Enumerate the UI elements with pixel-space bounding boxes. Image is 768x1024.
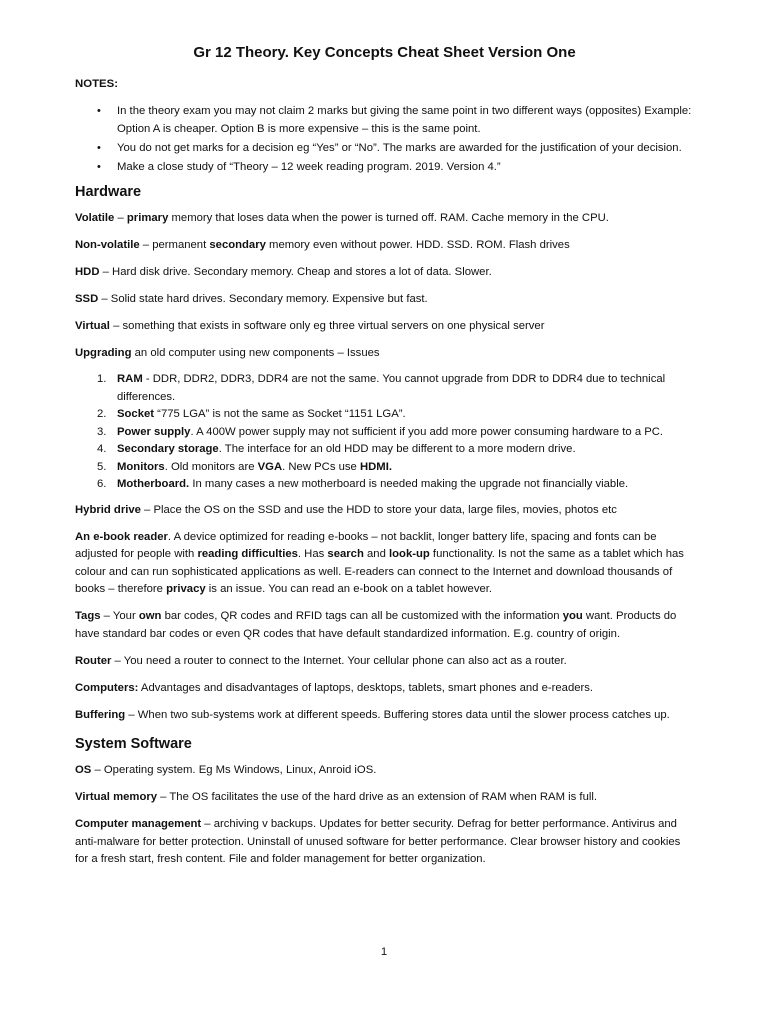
ebook-bold-5: privacy: [166, 583, 206, 595]
upgrading-term: Upgrading: [75, 347, 132, 359]
router-term: Router: [75, 654, 112, 667]
os-text: – Operating system. Eg Ms Windows, Linux, Anroid iOS.: [91, 764, 377, 776]
upgrade-issue-item: [97, 371, 694, 406]
tags-term: Tags: [75, 610, 101, 622]
nonvolatile-text-2: memory even without power. HDD. SSD. ROM. Flash drives: [265, 239, 570, 251]
tags-bold-2: own: [138, 610, 162, 622]
upgrade-issue-item: [97, 459, 694, 477]
nonvolatile-secondary: secondary: [209, 239, 266, 251]
page-title: Gr 12 Theory. Key Concepts Cheat Sheet Version One: [193, 44, 576, 61]
page-number: 1: [380, 946, 388, 958]
os-term: OS: [75, 764, 92, 776]
hardware-heading: Hardware: [75, 184, 142, 200]
upgrade-issue-term: RAM: [117, 373, 143, 385]
volatile-paragraph: [75, 210, 694, 228]
hybrid-text: – Place the OS on the SSD and use the HDD to store your data, large files, movies, photos etc: [140, 503, 617, 516]
upgrade-issue-term: Power supply: [117, 425, 191, 438]
upgrade-issue-item: [97, 424, 694, 442]
os-paragraph: [75, 762, 694, 780]
upgrade-issue-term: Motherboard.: [117, 478, 190, 490]
hybrid-paragraph: [75, 502, 694, 520]
note-item: • In the theory exam you may not claim 2 marks but giving the same point in two different ways (opposites) Example: Option A is cheaper. Option B is more expensive – this is the same point.: [117, 102, 694, 138]
computers-term: Computers:: [75, 681, 139, 694]
hdd-paragraph: [75, 264, 694, 282]
list-number: 3.: [97, 425, 107, 438]
volatile-text-2: memory that loses data when the power is turned off. RAM. Cache memory in the CPU.: [168, 212, 609, 224]
ssd-paragraph: [75, 291, 694, 309]
ebook-term: An e-book reader: [75, 530, 168, 543]
notes-list: [75, 102, 694, 176]
upgrade-issue-term: Monitors: [117, 460, 165, 473]
upgrading-text: an old computer using new components – Issues: [131, 347, 380, 359]
ebook-bold-4: look-up: [389, 548, 430, 560]
buffering-paragraph: [75, 707, 694, 725]
ebook-text-2: . Has: [297, 548, 328, 560]
hdd-text: – Hard disk drive. Secondary memory. Cheap and stores a lot of data. Slower.: [99, 266, 492, 278]
computers-paragraph: [75, 680, 694, 698]
router-text: – You need a router to connect to the Internet. Your cellular phone can also act as a router.: [111, 654, 567, 667]
ssd-term: SSD: [75, 293, 99, 305]
list-number: 5.: [97, 460, 107, 473]
tags-text-2: bar codes, QR codes and RFID tags can all be customized with the information: [161, 610, 563, 622]
tags-paragraph: [75, 608, 694, 643]
hybrid-term: Hybrid drive: [75, 503, 141, 516]
computer-management-term: Computer management: [75, 818, 202, 830]
ebook-text-4: functionality. Is not the same as a tablet which has colour and can run sophisticated applications as well. E-readers can connect to the Internet and download thousands of books – therefore: [75, 548, 684, 595]
ebook-text-3: and: [363, 548, 389, 560]
upgrade-issue-item: [97, 406, 694, 424]
notes-label: NOTES:: [75, 78, 119, 90]
system-software-heading: System Software: [75, 736, 192, 752]
list-number: 1.: [97, 373, 107, 385]
virtual-memory-text: – The OS facilitates the use of the hard drive as an extension of RAM when RAM is full.: [157, 791, 598, 803]
volatile-primary: primary: [126, 212, 169, 224]
upgrade-issue-text: . A 400W power supply may not sufficient if you add more power consuming hardware to a PC.: [190, 425, 664, 438]
tags-text: – Your: [100, 610, 139, 622]
virtual-memory-paragraph: [75, 789, 694, 807]
volatile-term: Volatile: [75, 212, 115, 224]
computer-management-text: – archiving v backups. Updates for better security. Defrag for better performance. Antivirus and anti-malware for better protection. Uninstall of unused software for better performance. Clear browser history and cookies for a fresh start, fresh content. File and folder management for better organization.: [75, 818, 681, 865]
upgrading-paragraph: [75, 345, 694, 363]
list-number: 6.: [97, 478, 107, 490]
upgrade-issue-term: Socket: [117, 408, 155, 420]
tags-text-3: want. Products do have standard bar codes or even QR codes that have default standardized information. E.g. country of origin.: [75, 610, 677, 640]
upgrade-issue-bold: VGA: [257, 460, 283, 473]
virtual-paragraph: [75, 318, 694, 336]
nonvolatile-paragraph: [75, 237, 694, 255]
virtual-memory-term: Virtual memory: [75, 791, 158, 803]
ebook-text-5: is an issue. You can read an e-book on a tablet however.: [205, 583, 493, 595]
router-paragraph: [75, 653, 694, 671]
upgrade-issue-item: [97, 441, 694, 459]
computer-management-paragraph: [75, 816, 694, 869]
virtual-term: Virtual: [75, 320, 110, 332]
tags-bold-3: you: [562, 610, 583, 622]
upgrade-issue-text-2: . New PCs use: [282, 460, 360, 473]
computers-text: Advantages and disadvantages of laptops, desktops, tablets, smart phones and e-readers.: [138, 681, 594, 694]
ebook-bold-2: reading difficulties: [197, 548, 298, 560]
list-number: 4.: [97, 443, 107, 455]
virtual-text: – something that exists in software only eg three virtual servers on one physical server: [109, 320, 545, 332]
ssd-text: – Solid state hard drives. Secondary memory. Expensive but fast.: [98, 293, 428, 305]
ebook-paragraph: [75, 529, 694, 599]
list-number: 2.: [97, 408, 107, 420]
upgrade-issue-term: Secondary storage: [117, 443, 219, 455]
upgrade-issue-text: - DDR, DDR2, DDR3, DDR4 are not the same. You cannot upgrade from DDR to DDR4 due to technical differences.: [117, 373, 666, 403]
upgrade-issue-item: [97, 476, 694, 494]
volatile-text: –: [114, 212, 127, 224]
nonvolatile-text: – permanent: [139, 239, 210, 251]
upgrade-issue-text: “775 LGA” is not the same as Socket “1151 LGA”.: [154, 408, 406, 420]
upgrade-issue-text: . The interface for an old HDD may be different to a more modern drive.: [218, 443, 576, 455]
hdd-term: HDD: [75, 266, 100, 278]
note-item: • Make a close study of “Theory – 12 week reading program. 2019. Version 4.”: [117, 158, 694, 176]
upgrade-issue-bold-2: HDMI.: [359, 460, 392, 473]
nonvolatile-term: Non-volatile: [75, 239, 140, 251]
buffering-term: Buffering: [75, 708, 126, 721]
upgrade-issues-list: [75, 371, 694, 494]
ebook-text: . A device optimized for reading e-books – not backlit, longer battery life, spacing and fonts can be adjusted for people with: [75, 530, 657, 560]
upgrade-issue-text: In many cases a new motherboard is needed making the upgrade not financially viable.: [189, 478, 629, 490]
upgrade-issue-text: . Old monitors are: [164, 460, 258, 473]
buffering-text: – When two sub-systems work at different speeds. Buffering stores data until the slower process catches up.: [125, 708, 670, 721]
ebook-bold-3: search: [327, 548, 364, 560]
note-item: • You do not get marks for a decision eg “Yes” or “No”. The marks are awarded for the justification of your decision.: [117, 139, 694, 157]
